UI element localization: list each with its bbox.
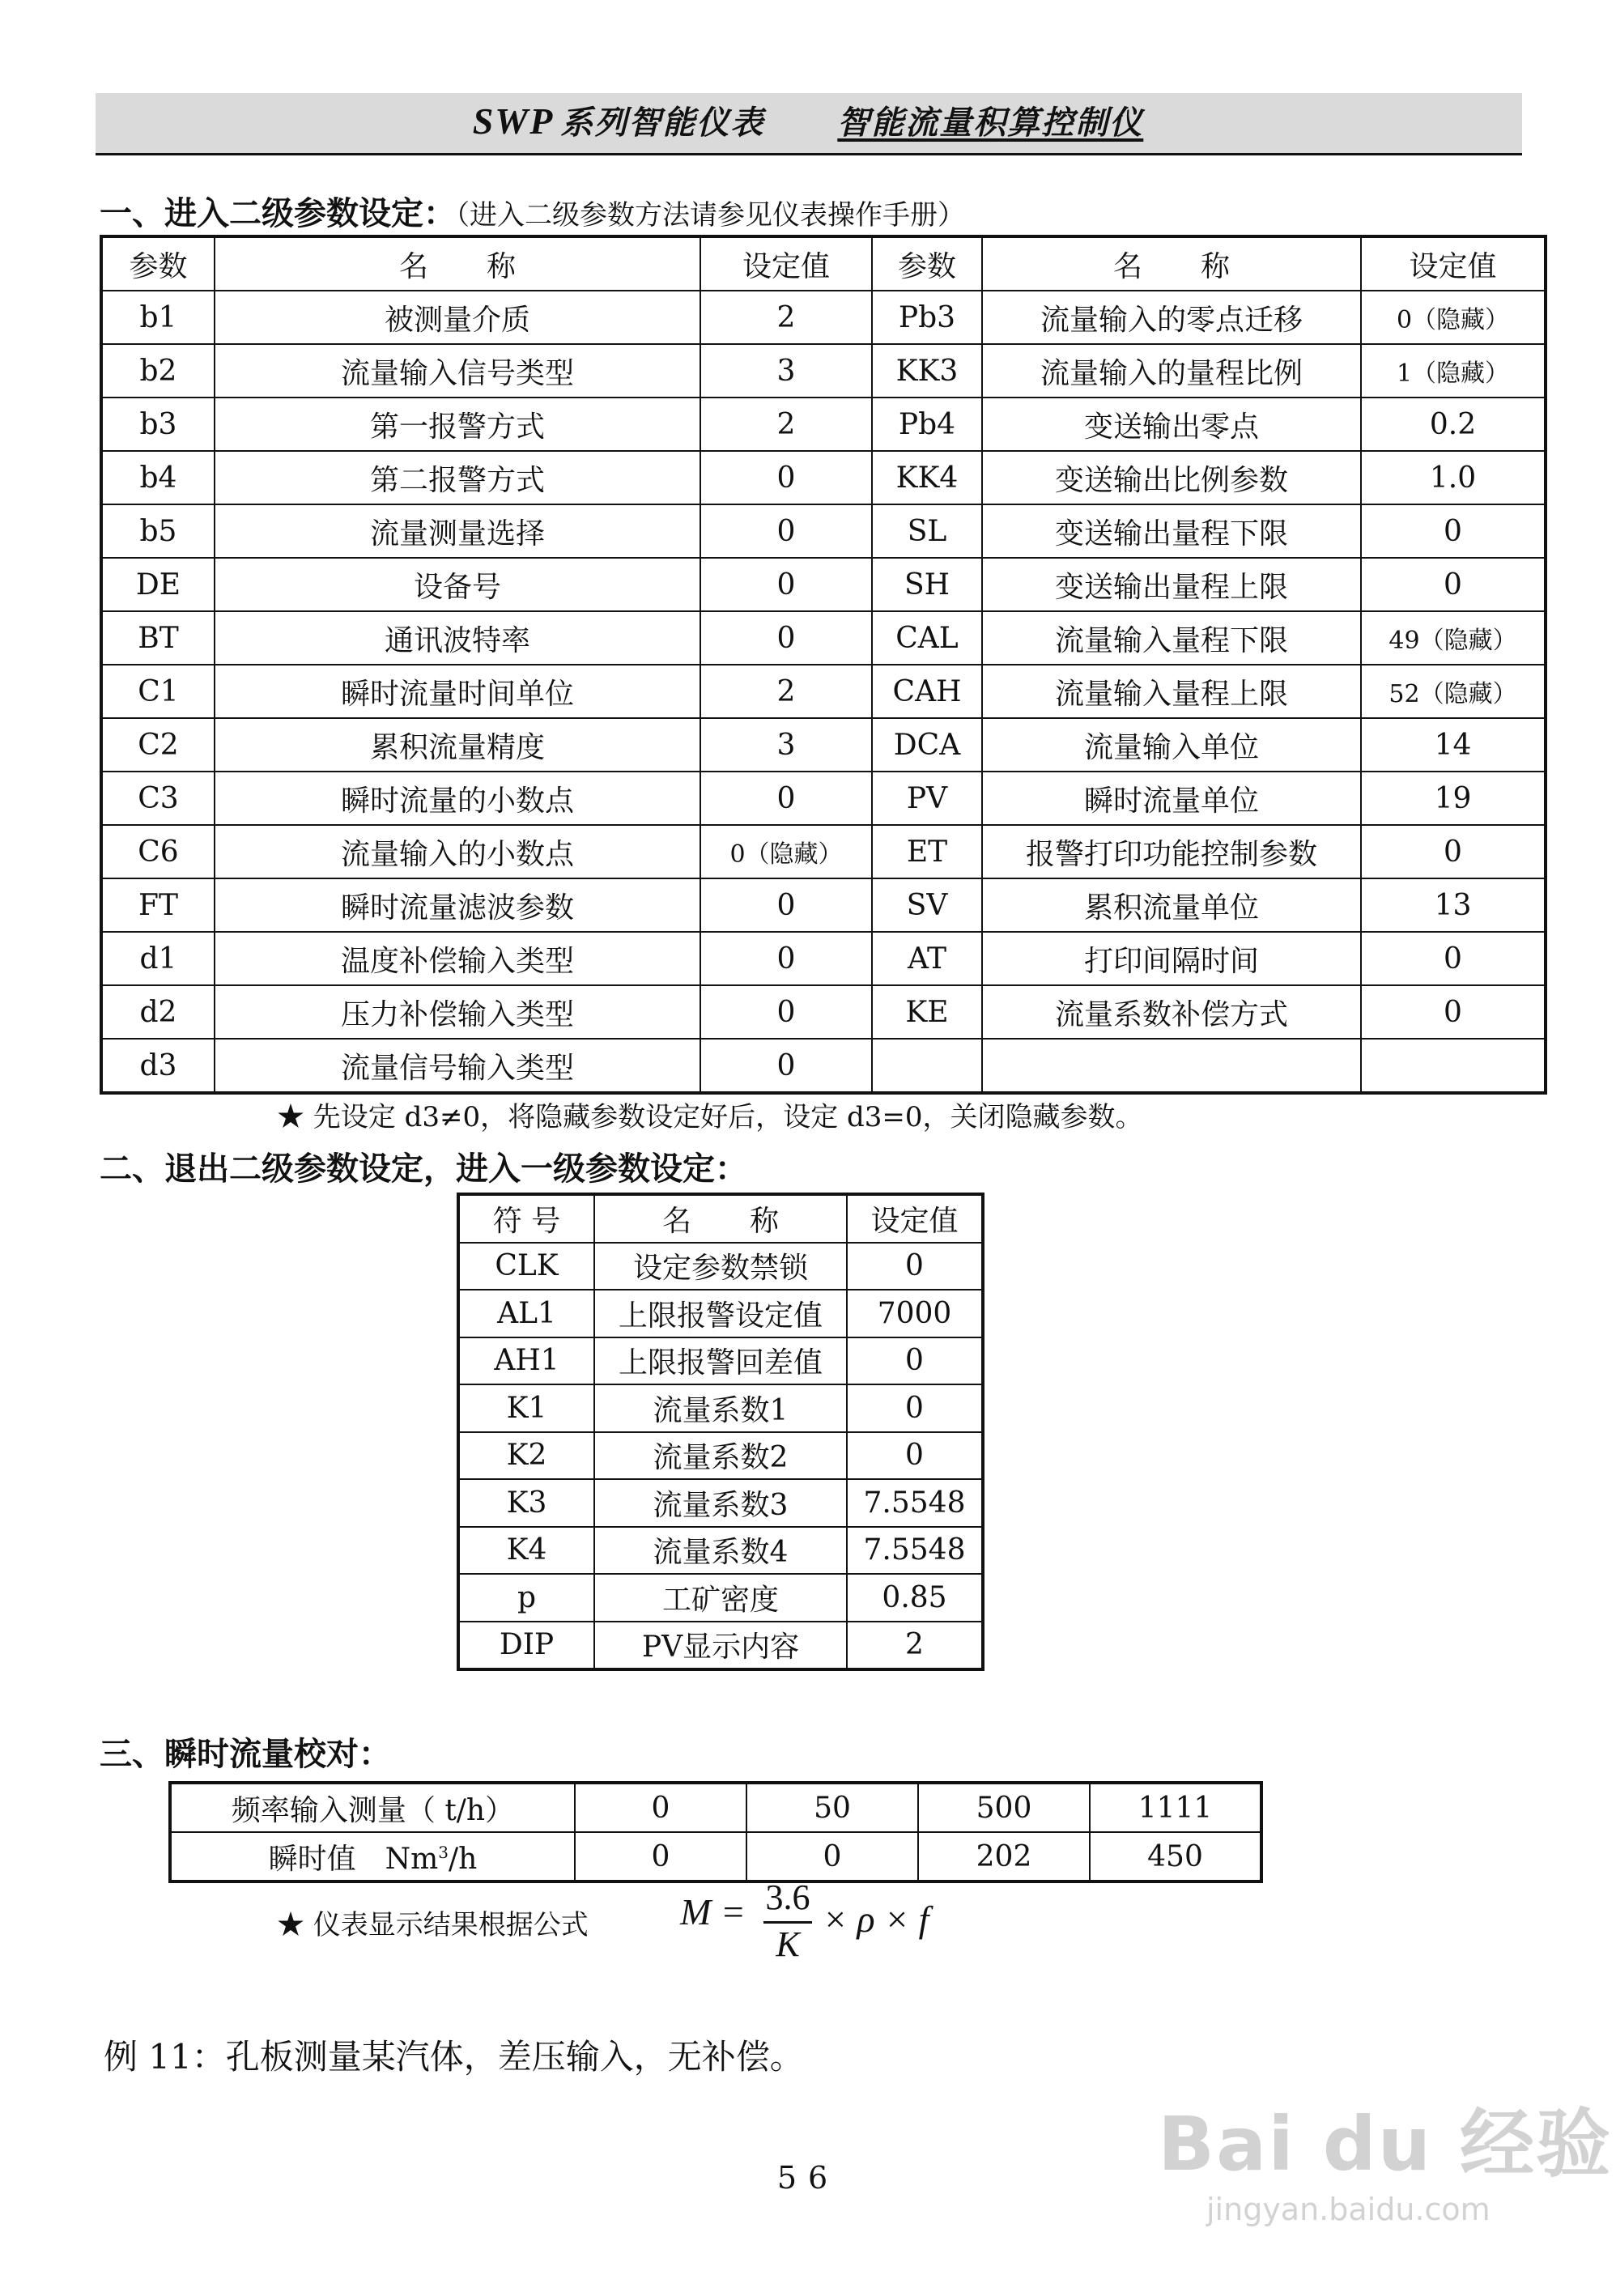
- header-rule: [96, 153, 1522, 155]
- param-code: AH1: [458, 1337, 594, 1385]
- page-number: 56: [776, 2160, 840, 2196]
- formula-denominator: K: [776, 1924, 800, 1964]
- param-code: SV: [872, 878, 982, 932]
- param-name: 上限报警回差值: [594, 1337, 847, 1385]
- param-code: K3: [458, 1479, 594, 1527]
- param-code: b5: [101, 504, 215, 558]
- param-name: 流量系数3: [594, 1479, 847, 1527]
- table-row: [101, 665, 1546, 718]
- param-name: PV显示内容: [594, 1622, 847, 1670]
- param-code: b1: [101, 291, 215, 344]
- col-header-param: 参数: [101, 236, 215, 291]
- param-name: 流量测量选择: [215, 504, 700, 558]
- param-code: b3: [101, 398, 215, 451]
- param-value: 0: [700, 985, 872, 1039]
- param-code: K2: [458, 1432, 594, 1480]
- param-name: 流量输入的小数点: [215, 825, 700, 878]
- table-row: [101, 504, 1546, 558]
- param-value: 3: [700, 718, 872, 772]
- param-code: Pb3: [872, 291, 982, 344]
- param-name: 流量输入的量程比例: [982, 344, 1361, 398]
- cell-value: 202: [918, 1832, 1090, 1881]
- primary-params-table: [457, 1193, 984, 1671]
- param-value: 0: [847, 1432, 983, 1480]
- section1-title: 一、进入二级参数设定：（进入二级参数方法请参见仪表操作手册）: [100, 195, 965, 232]
- cell-value: 450: [1090, 1832, 1261, 1881]
- param-code: C1: [101, 665, 215, 718]
- formula-lhs: M =: [680, 1891, 746, 1932]
- formula-numerator: 3.6: [763, 1877, 812, 1924]
- table-row: [101, 291, 1546, 344]
- col-header-name: 名 称: [982, 236, 1361, 291]
- col-header-param: 参数: [872, 236, 982, 291]
- param-code: KE: [872, 985, 982, 1039]
- param-code: ET: [872, 825, 982, 878]
- table-header-row: [101, 236, 1546, 291]
- param-name: 流量系数1: [594, 1384, 847, 1432]
- param-value: 7.5548: [847, 1479, 983, 1527]
- param-value: 19: [1361, 772, 1546, 825]
- table-row: [170, 1783, 1261, 1832]
- table-row: [458, 1574, 983, 1622]
- param-value: 0: [1361, 558, 1546, 611]
- header-series: 系列智能仪表: [560, 104, 765, 142]
- param-value: 0: [700, 611, 872, 665]
- table-row: [458, 1432, 983, 1480]
- param-code: SH: [872, 558, 982, 611]
- cell-value: 1111: [1090, 1783, 1261, 1832]
- param-value: 0: [700, 932, 872, 985]
- param-value: 0: [700, 558, 872, 611]
- param-value: 3: [700, 344, 872, 398]
- param-value: 0.2: [1361, 398, 1546, 451]
- param-name: 报警打印功能控制参数: [982, 825, 1361, 878]
- cell-value: 500: [918, 1783, 1090, 1832]
- formula-rhs: × ρ × f: [823, 1898, 929, 1940]
- table-row: [101, 398, 1546, 451]
- param-code: b4: [101, 451, 215, 504]
- cell-value: 0: [575, 1832, 746, 1881]
- param-code: PV: [872, 772, 982, 825]
- param-value: 2: [700, 398, 872, 451]
- param-value: 0: [1361, 825, 1546, 878]
- table-row: [458, 1479, 983, 1527]
- param-name: 瞬时流量滤波参数: [215, 878, 700, 932]
- param-value: 2: [700, 291, 872, 344]
- param-name: 累积流量精度: [215, 718, 700, 772]
- param-value: 0: [1361, 504, 1546, 558]
- watermark-url: jingyan.baidu.com: [1206, 2192, 1491, 2227]
- param-code: SL: [872, 504, 982, 558]
- param-name: 流量系数4: [594, 1527, 847, 1575]
- param-value: 2: [847, 1622, 983, 1670]
- param-name: 变送输出量程下限: [982, 504, 1361, 558]
- table-row: [170, 1832, 1261, 1881]
- param-value: 2: [700, 665, 872, 718]
- baidu-watermark: [1158, 2085, 1612, 2227]
- param-name: 设定参数禁锁: [594, 1243, 847, 1290]
- flow-calibration-table: [168, 1781, 1263, 1883]
- param-name: 打印间隔时间: [982, 932, 1361, 985]
- param-name: 压力补偿输入类型: [215, 985, 700, 1039]
- formula-note: ★ 仪表显示结果根据公式: [277, 1909, 589, 1941]
- table-row: [458, 1527, 983, 1575]
- table-row: [101, 825, 1546, 878]
- param-code: DIP: [458, 1622, 594, 1670]
- param-name: 工矿密度: [594, 1574, 847, 1622]
- param-value: 0: [847, 1243, 983, 1290]
- table-header-row: [458, 1194, 983, 1243]
- param-name: 第二报警方式: [215, 451, 700, 504]
- param-code: b2: [101, 344, 215, 398]
- table-row: [458, 1622, 983, 1670]
- param-name: 瞬时流量时间单位: [215, 665, 700, 718]
- col-header-value: 设定值: [1361, 236, 1546, 291]
- param-code: p: [458, 1574, 594, 1622]
- param-value: 52（隐藏）: [1361, 665, 1546, 718]
- col-header-name: 名 称: [594, 1194, 847, 1243]
- param-code: K4: [458, 1527, 594, 1575]
- cell-value: 0: [575, 1783, 746, 1832]
- param-value: 7000: [847, 1290, 983, 1337]
- table-row: [101, 1039, 1546, 1093]
- param-value: 0: [700, 1039, 872, 1093]
- param-code: d1: [101, 932, 215, 985]
- header-brand: SWP: [472, 100, 555, 142]
- param-code: C6: [101, 825, 215, 878]
- col-header-value: 设定值: [847, 1194, 983, 1243]
- param-name: 变送输出量程上限: [982, 558, 1361, 611]
- param-name: [982, 1039, 1361, 1093]
- param-code: [872, 1039, 982, 1093]
- col-header-name: 名 称: [215, 236, 700, 291]
- param-value: 0（隐藏）: [1361, 291, 1546, 344]
- formula-fraction: [763, 1877, 812, 1965]
- param-value: 0: [847, 1337, 983, 1385]
- param-value: 0: [847, 1384, 983, 1432]
- param-code: DCA: [872, 718, 982, 772]
- section2-title: 二、退出二级参数设定，进入一级参数设定：: [100, 1150, 747, 1188]
- table-row: [101, 772, 1546, 825]
- table-row: [458, 1243, 983, 1290]
- section3-title: 三、瞬时流量校对：: [100, 1736, 391, 1773]
- param-value: 0（隐藏）: [700, 825, 872, 878]
- param-name: 瞬时流量单位: [982, 772, 1361, 825]
- param-value: 13: [1361, 878, 1546, 932]
- row-label: 瞬时值 Nm$^3$/h: [170, 1832, 575, 1881]
- param-value: 0: [700, 878, 872, 932]
- example-line: 例 11：孔板测量某汽体，差压输入，无补偿。: [104, 2037, 804, 2077]
- table-row: [101, 932, 1546, 985]
- param-name: 流量输入信号类型: [215, 344, 700, 398]
- param-code: BT: [101, 611, 215, 665]
- cell-value: 0: [746, 1832, 918, 1881]
- param-value: 7.5548: [847, 1527, 983, 1575]
- row-label: 频率输入测量（ t/h）: [170, 1783, 575, 1832]
- param-value: 0: [700, 772, 872, 825]
- param-code: CAH: [872, 665, 982, 718]
- cell-value: 50: [746, 1783, 918, 1832]
- param-value: 0.85: [847, 1574, 983, 1622]
- param-name: 变送输出比例参数: [982, 451, 1361, 504]
- param-code: C2: [101, 718, 215, 772]
- param-name: 流量系数补偿方式: [982, 985, 1361, 1039]
- param-value: 1（隐藏）: [1361, 344, 1546, 398]
- table-row: [458, 1290, 983, 1337]
- param-value: 0: [1361, 932, 1546, 985]
- param-code: d2: [101, 985, 215, 1039]
- param-code: C3: [101, 772, 215, 825]
- param-code: DE: [101, 558, 215, 611]
- header-subtitle: 智能流量积算控制仪: [837, 104, 1144, 142]
- param-value: 0: [700, 451, 872, 504]
- param-name: 通讯波特率: [215, 611, 700, 665]
- table-row: [101, 558, 1546, 611]
- param-name: 第一报警方式: [215, 398, 700, 451]
- param-name: 温度补偿输入类型: [215, 932, 700, 985]
- param-value: 1.0: [1361, 451, 1546, 504]
- table-row: [101, 878, 1546, 932]
- secondary-params-table: [100, 235, 1547, 1095]
- param-code: KK3: [872, 344, 982, 398]
- table-row: [458, 1337, 983, 1385]
- table-row: [101, 451, 1546, 504]
- param-name: 瞬时流量的小数点: [215, 772, 700, 825]
- param-name: 累积流量单位: [982, 878, 1361, 932]
- param-name: 流量输入量程上限: [982, 665, 1361, 718]
- table-row: [101, 985, 1546, 1039]
- param-code: FT: [101, 878, 215, 932]
- param-name: 被测量介质: [215, 291, 700, 344]
- param-code: CLK: [458, 1243, 594, 1290]
- param-name: 流量输入量程下限: [982, 611, 1361, 665]
- table-row: [101, 344, 1546, 398]
- param-value: [1361, 1039, 1546, 1093]
- param-code: CAL: [872, 611, 982, 665]
- param-value: 49（隐藏）: [1361, 611, 1546, 665]
- table-row: [101, 718, 1546, 772]
- param-name: 变送输出零点: [982, 398, 1361, 451]
- param-code: Pb4: [872, 398, 982, 451]
- param-code: K1: [458, 1384, 594, 1432]
- param-code: d3: [101, 1039, 215, 1093]
- param-code: KK4: [872, 451, 982, 504]
- col-header-symbol: 符 号: [458, 1194, 594, 1243]
- param-code: AT: [872, 932, 982, 985]
- param-code: AL1: [458, 1290, 594, 1337]
- param-name: 上限报警设定值: [594, 1290, 847, 1337]
- param-name: 流量输入单位: [982, 718, 1361, 772]
- param-value: 0: [700, 504, 872, 558]
- param-name: 流量输入的零点迁移: [982, 291, 1361, 344]
- param-name: 流量信号输入类型: [215, 1039, 700, 1093]
- col-header-value: 设定值: [700, 236, 872, 291]
- param-name: 流量系数2: [594, 1432, 847, 1480]
- section1-note: （进入二级参数方法请参见仪表操作手册）: [456, 199, 965, 232]
- param-name: 设备号: [215, 558, 700, 611]
- param-value: 14: [1361, 718, 1546, 772]
- hidden-param-note: ★ 先设定 d3≠0，将隐藏参数设定好后，设定 d3=0，关闭隐藏参数。: [277, 1101, 1143, 1133]
- table-row: [101, 611, 1546, 665]
- watermark-logo: Bai du 经验: [1158, 2101, 1613, 2188]
- page-header: [0, 97, 1616, 143]
- table-row: [458, 1384, 983, 1432]
- param-value: 0: [1361, 985, 1546, 1039]
